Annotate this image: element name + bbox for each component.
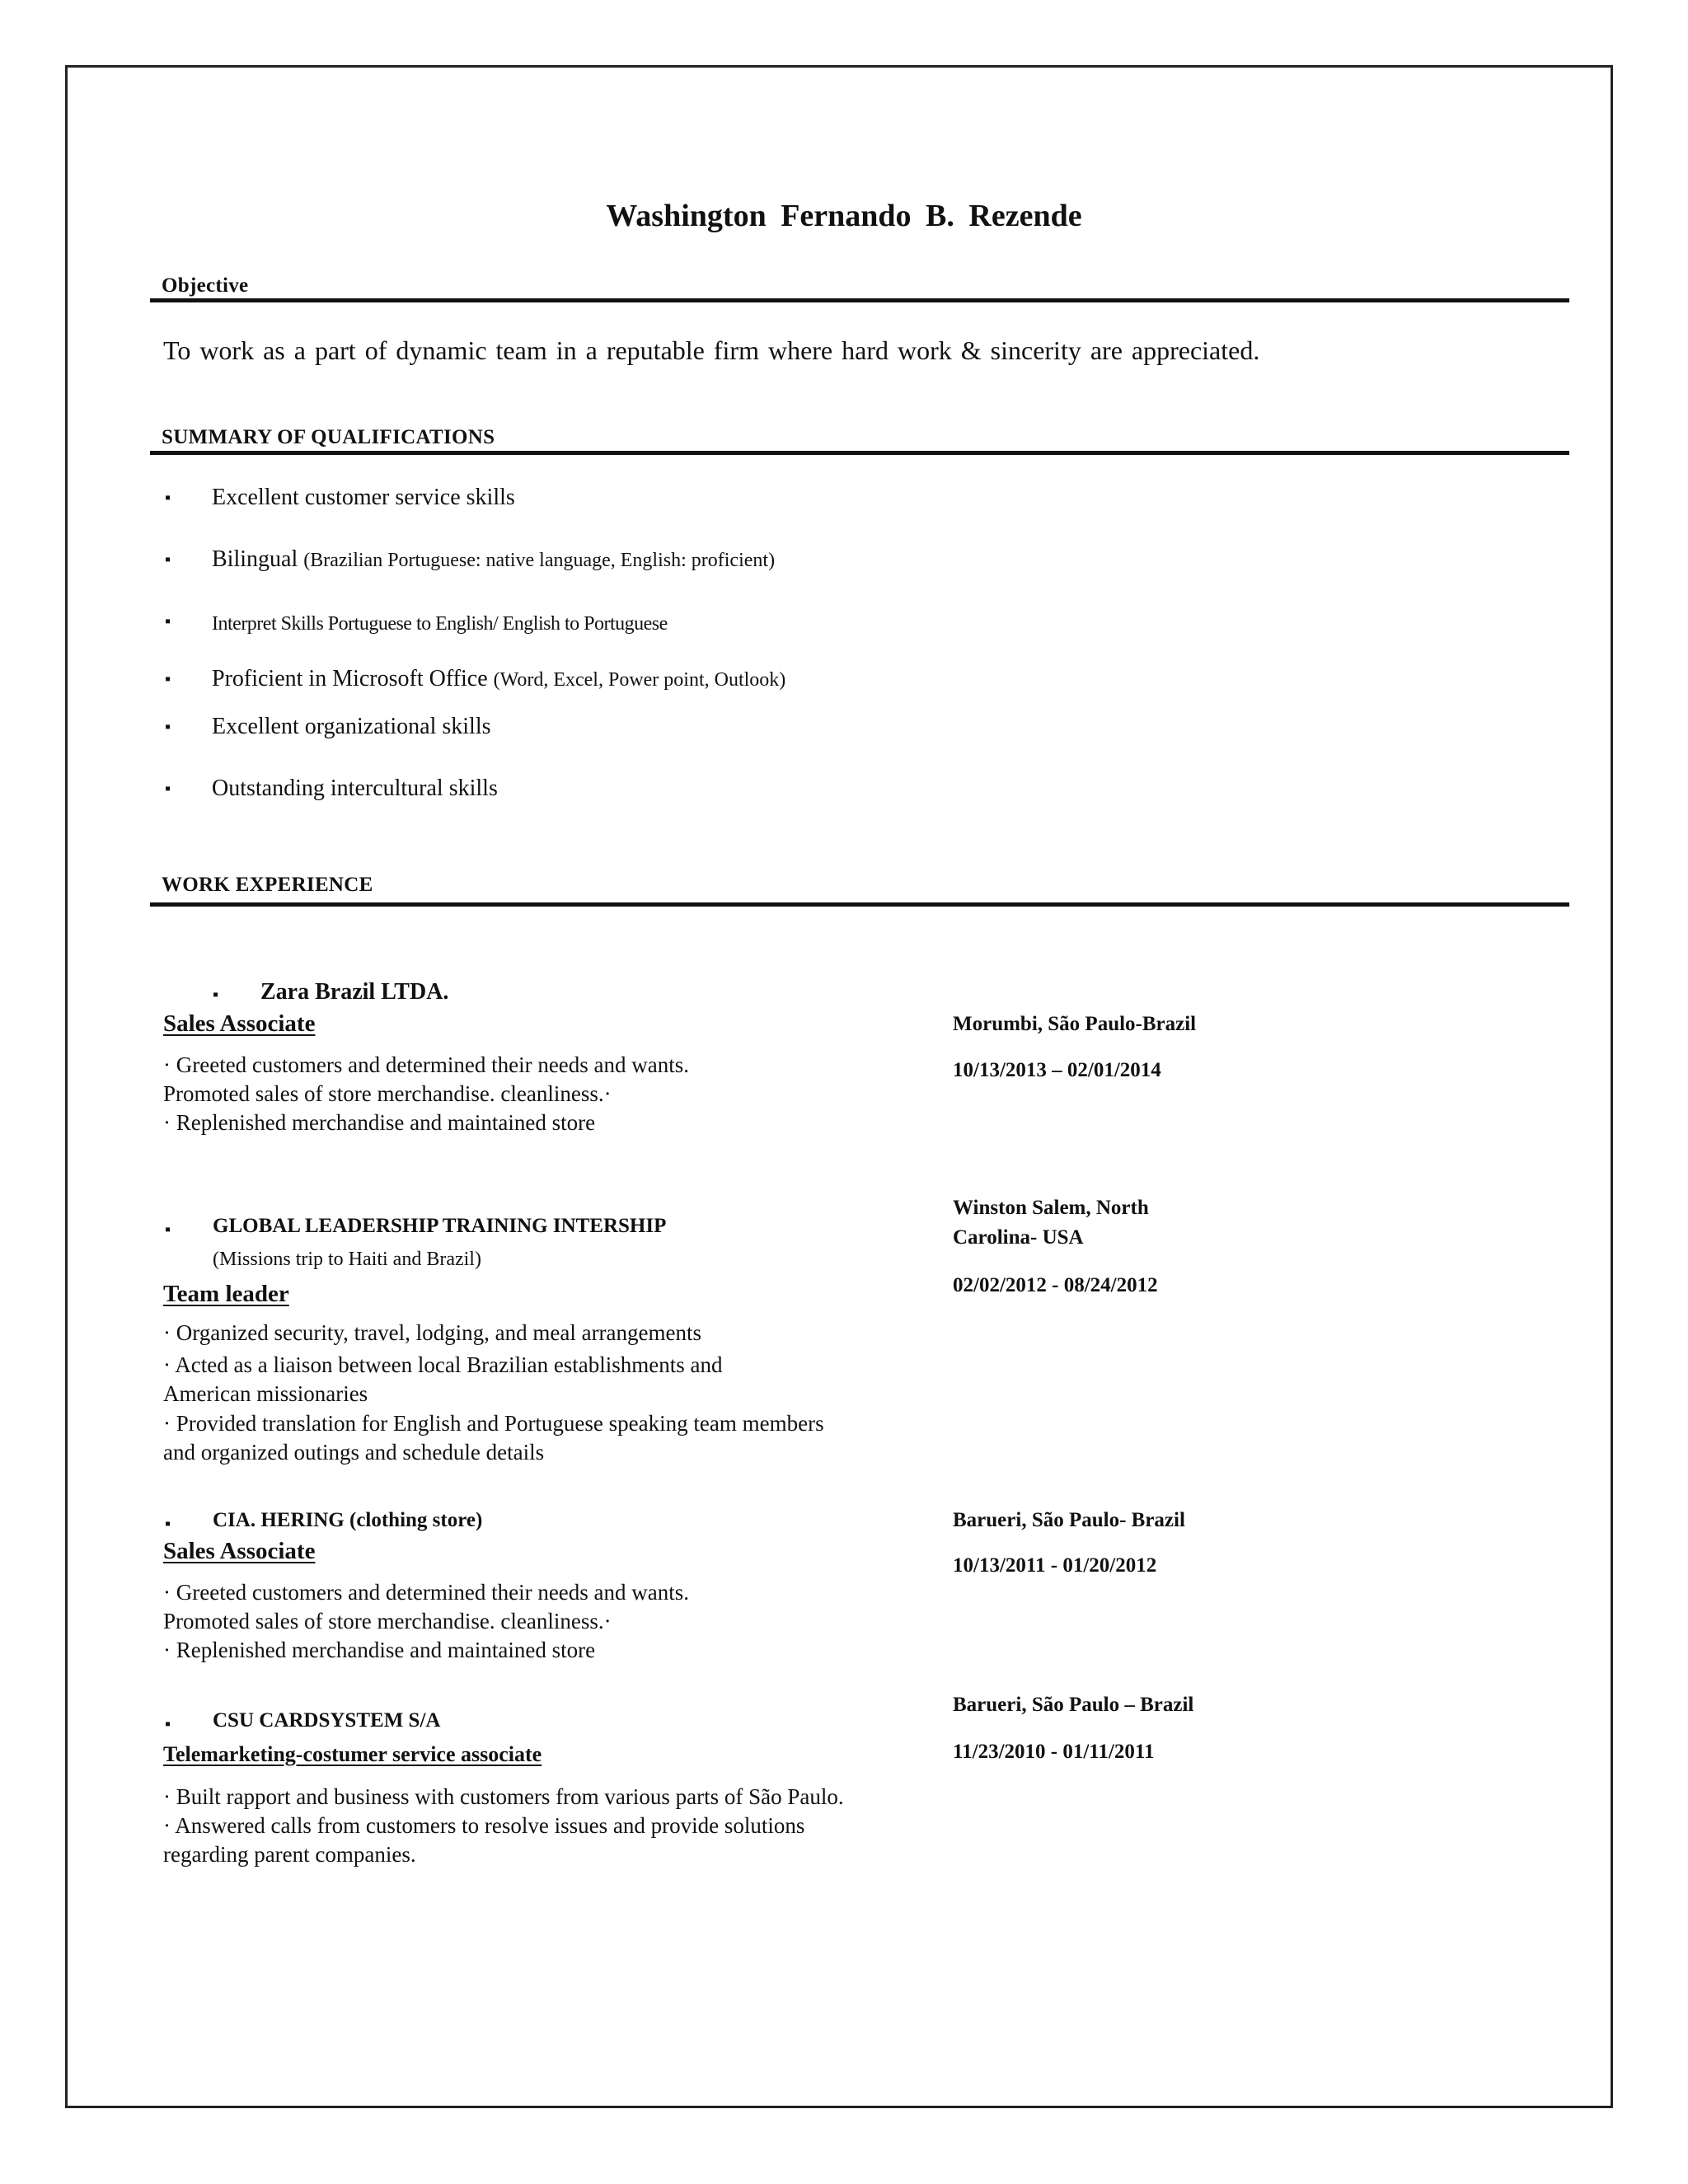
job-duty: and organized outings and schedule details [163,1440,545,1465]
job-dates: 02/02/2012 - 08/24/2012 [953,1274,1158,1296]
job-duty: · Replenished merchandise and maintained store [163,1110,596,1135]
job-duty: · Built rapport and business with customers from various parts of São Paulo. [163,1784,844,1809]
objective-heading: Objective [162,274,249,297]
bullet-icon: ▪ [213,986,219,1004]
experience-heading: WORK EXPERIENCE [162,874,373,896]
bullet-icon: ▪ [165,1715,171,1733]
experience-rule [150,902,1569,907]
company-name: GLOBAL LEADERSHIP TRAINING INTERSHIP [213,1215,667,1237]
job-dates: 10/13/2011 - 01/20/2012 [953,1554,1157,1577]
job-duty: regarding parent companies. [163,1842,416,1867]
bullet-icon: ▪ [165,780,171,798]
job-duty: · Organized security, travel, lodging, and meal arrangements [163,1320,702,1345]
qualification-item: Bilingual (Brazilian Portuguese: native language, English: proficient) [212,546,776,572]
job-location: Winston Salem, North [953,1197,1149,1219]
qualifications-heading: SUMMARY OF QUALIFICATIONS [162,426,495,448]
bullet-icon: ▪ [165,718,171,736]
company-subtitle: (Missions trip to Haiti and Brazil) [213,1249,481,1270]
job-role: Sales Associate [163,1538,316,1564]
job-duty: American missionaries [163,1381,368,1406]
bullet-icon: ▪ [165,551,171,569]
qualification-item: Proficient in Microsoft Office (Word, Excel, Power point, Outlook) [212,666,786,691]
job-role: Telemarketing-costumer service associate [163,1742,542,1766]
qualification-item: Excellent customer service skills [212,485,515,510]
bullet-icon: ▪ [165,489,171,507]
job-role: Team leader [163,1281,289,1307]
bullet-icon: ▪ [165,1221,171,1239]
company-name: CIA. HERING (clothing store) [213,1509,483,1531]
job-duty: Promoted sales of store merchandise. cleanliness.· [163,1081,612,1106]
job-role: Sales Associate [163,1010,316,1037]
company-name: Zara Brazil LTDA. [260,979,449,1005]
job-duty: · Acted as a liaison between local Brazilian establishments and [163,1352,723,1377]
job-dates: 11/23/2010 - 01/11/2011 [953,1741,1155,1763]
bullet-icon: ▪ [165,670,171,688]
job-duty: · Greeted customers and determined their needs and wants. [163,1580,690,1605]
bullet-icon: ▪ [165,1515,171,1533]
job-location: Morumbi, São Paulo-Brazil [953,1013,1197,1035]
job-location: Carolina- USA [953,1226,1084,1249]
objective-text: To work as a part of dynamic team in a reputable firm where hard work & sincerity are appreciated. [163,335,1260,365]
qualification-item: Excellent organizational skills [212,714,491,739]
company-name: CSU CARDSYSTEM S/A [213,1709,441,1732]
qualification-item: Outstanding intercultural skills [212,776,498,801]
qualification-item: Interpret Skills Portuguese to English/ English to Portuguese [212,613,668,635]
job-duty: · Answered calls from customers to resolve issues and provide solutions [163,1813,805,1838]
candidate-name: Washington Fernando B. Rezende [606,199,1082,233]
job-duty: Promoted sales of store merchandise. cleanliness.· [163,1609,612,1633]
job-location: Barueri, São Paulo- Brazil [953,1509,1185,1531]
job-location: Barueri, São Paulo – Brazil [953,1694,1194,1716]
job-duty: · Provided translation for English and Portuguese speaking team members [163,1411,824,1436]
job-duty: · Replenished merchandise and maintained store [163,1638,596,1662]
objective-rule [150,298,1569,302]
job-duty: · Greeted customers and determined their needs and wants. [163,1052,690,1077]
bullet-icon: ▪ [165,612,171,630]
job-dates: 10/13/2013 – 02/01/2014 [953,1059,1161,1081]
qualifications-rule [150,451,1569,455]
